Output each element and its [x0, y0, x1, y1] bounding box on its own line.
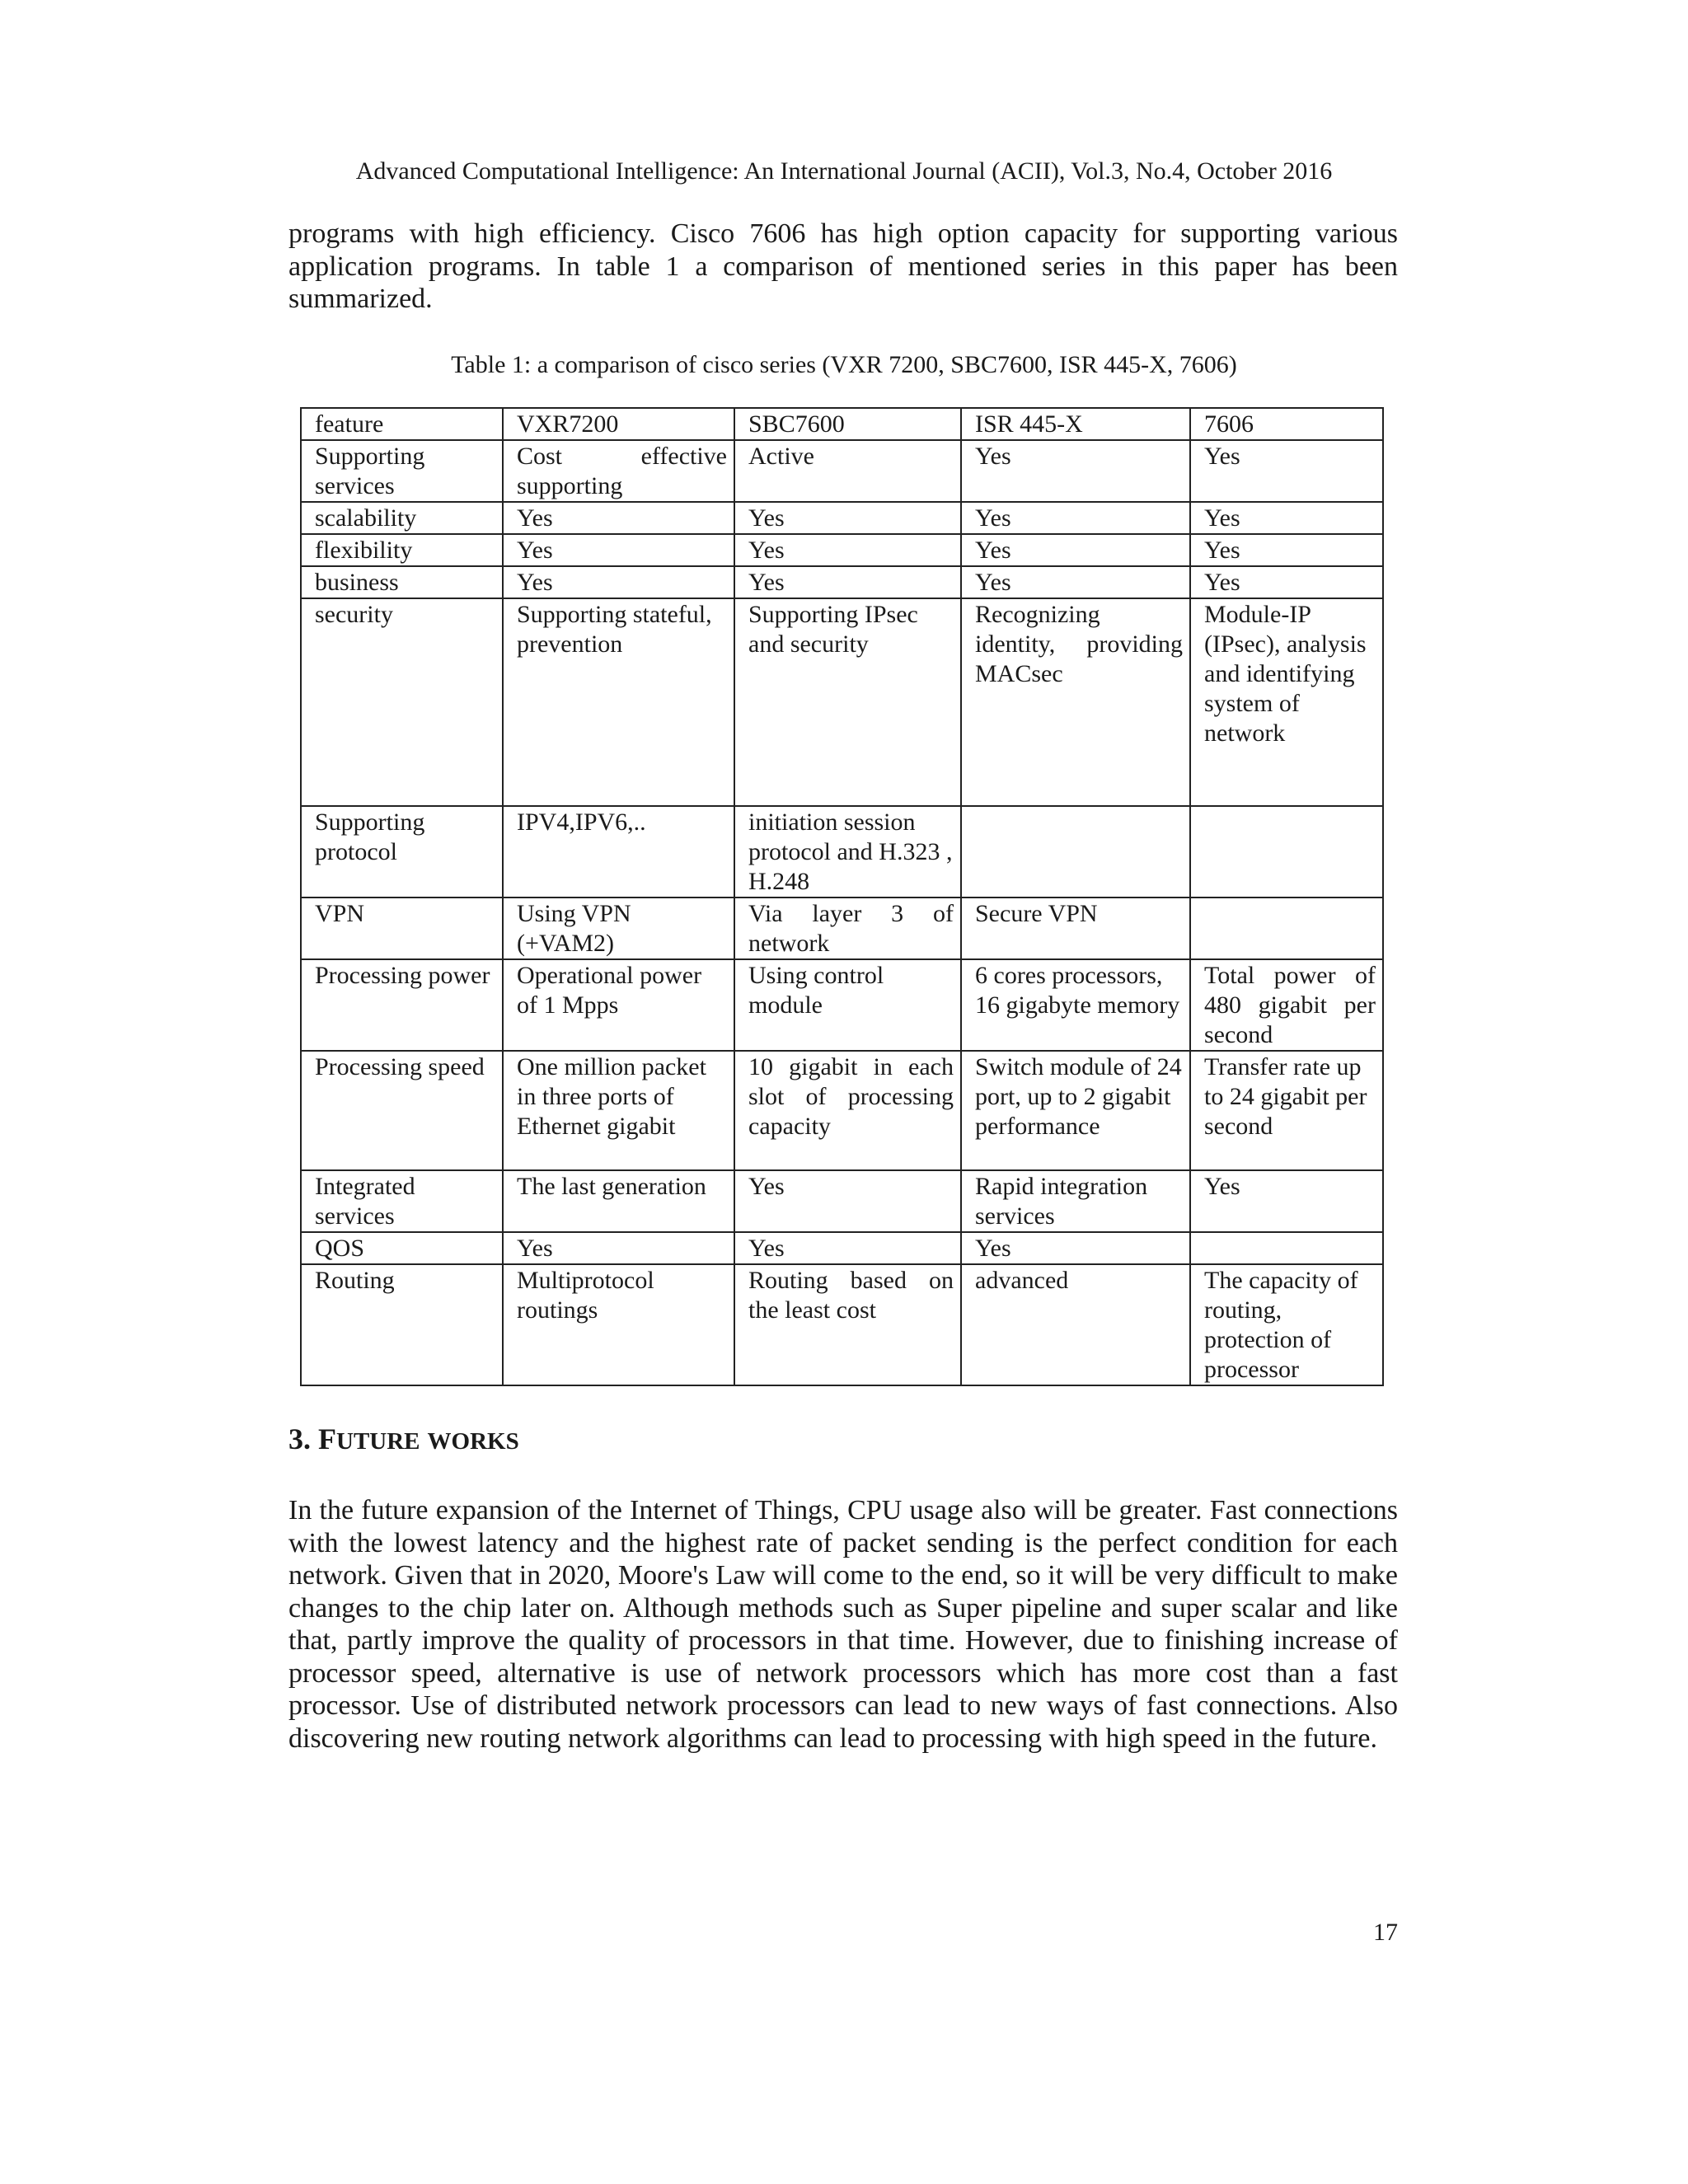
table-cell: Yes: [1190, 440, 1383, 502]
header-cell: ISR 445-X: [961, 408, 1190, 440]
table-cell: Yes: [734, 566, 961, 598]
table-cell: Supporting services: [301, 440, 503, 502]
table-cell: Processing power: [301, 959, 503, 1051]
table-cell: Routing based on the least cost: [734, 1264, 961, 1385]
future-works-paragraph: In the future expansion of the Internet of Things, CPU usage also will be greater. Fast connections with the lowest latency and the highest rate of packet sending is the perfect condition for each network. Given that in 2020, Moore's Law will come to the end, so it will be very difficult to make changes to the chip later on. Although methods such as Super pipeline and super scalar and like that, partly improve the quality of processors in that time. However, due to finishing increase of processor speed, alternative is use of network processors which has more cost than a fast processor. Use of distributed network processors can lead to new ways of fast connections. Also discovering new routing network algorithms can lead to processing with high speed in the future.: [288, 1495, 1398, 1754]
table-cell: 6 cores processors, 16 gigabyte memory: [961, 959, 1190, 1051]
header-cell: feature: [301, 408, 503, 440]
table-cell: Active: [734, 440, 961, 502]
table-cell: Via layer 3 of network: [734, 898, 961, 959]
table-cell: security: [301, 598, 503, 806]
table-cell: Processing speed: [301, 1051, 503, 1170]
comparison-table: [300, 407, 1384, 1386]
table-cell: Supporting protocol: [301, 806, 503, 898]
table-cell: Yes: [734, 502, 961, 534]
table-cell: Transfer rate up to 24 gigabit per second: [1190, 1051, 1383, 1170]
table-row: [301, 806, 1383, 898]
header-cell: VXR7200: [503, 408, 734, 440]
table-cell: Yes: [961, 1232, 1190, 1264]
table-cell: business: [301, 566, 503, 598]
table-cell: Operational power of 1 Mpps: [503, 959, 734, 1051]
section-title-part: WORKS: [427, 1428, 519, 1455]
table-cell: Yes: [503, 534, 734, 566]
header-cell: SBC7600: [734, 408, 961, 440]
table-cell: Yes: [734, 1232, 961, 1264]
table-cell: 10 gigabit in each slot of processing capacity: [734, 1051, 961, 1170]
table-cell: Secure VPN: [961, 898, 1190, 959]
table-header-row: [301, 408, 1383, 440]
table-cell: Switch module of 24 port, up to 2 gigabit performance: [961, 1051, 1190, 1170]
table-cell: IPV4,IPV6,..: [503, 806, 734, 898]
table-cell: VPN: [301, 898, 503, 959]
table-cell: [1190, 898, 1383, 959]
section-heading: [288, 1421, 519, 1460]
table-cell: Module-IP (IPsec), analysis and identifying system of network: [1190, 598, 1383, 806]
table-cell: [1190, 1232, 1383, 1264]
table-cell: Yes: [1190, 502, 1383, 534]
table-row: [301, 959, 1383, 1051]
table-row: [301, 566, 1383, 598]
section-number: 3.: [288, 1422, 311, 1455]
table-cell: [961, 806, 1190, 898]
table-cell: Yes: [503, 1232, 734, 1264]
table-cell: QOS: [301, 1232, 503, 1264]
table-row: [301, 1232, 1383, 1264]
table-cell: One million packet in three ports of Ethernet gigabit: [503, 1051, 734, 1170]
table-cell: Multiprotocol routings: [503, 1264, 734, 1385]
table-row: [301, 1264, 1383, 1385]
table-cell: Cost effective supporting: [503, 440, 734, 502]
journal-header: Advanced Computational Intelligence: An International Journal (ACII), Vol.3, No.4, October 2016: [355, 157, 1333, 185]
section-title-initial: F: [318, 1422, 336, 1455]
table-cell: Rapid integration services: [961, 1170, 1190, 1232]
table-cell: Yes: [961, 502, 1190, 534]
table-cell: Yes: [961, 534, 1190, 566]
table-cell: Routing: [301, 1264, 503, 1385]
table-cell: flexibility: [301, 534, 503, 566]
table-cell: Yes: [1190, 534, 1383, 566]
table-cell: Yes: [503, 566, 734, 598]
intro-paragraph: programs with high efficiency. Cisco 7606 has high option capacity for supporting various application programs. In table 1 a comparison of mentioned series in this paper has been summarized.: [288, 218, 1398, 314]
table-cell: Recognizing identity, providing MACsec: [961, 598, 1190, 806]
table-cell: Yes: [961, 566, 1190, 598]
table-row: [301, 440, 1383, 502]
table-cell: Yes: [961, 440, 1190, 502]
header-cell: 7606: [1190, 408, 1383, 440]
table-cell: Yes: [1190, 1170, 1383, 1232]
table-cell: scalability: [301, 502, 503, 534]
table-row: [301, 598, 1383, 806]
table-row: [301, 534, 1383, 566]
table-cell: Yes: [1190, 566, 1383, 598]
table-cell: [1190, 806, 1383, 898]
table-row: [301, 1170, 1383, 1232]
section-title-part: UTURE: [336, 1428, 420, 1455]
table-cell: The last generation: [503, 1170, 734, 1232]
table-cell: initiation session protocol and H.323 , H.248: [734, 806, 961, 898]
table-cell: Supporting IPsec and security: [734, 598, 961, 806]
table-cell: Yes: [734, 534, 961, 566]
table-cell: Total power of 480 gigabit per second: [1190, 959, 1383, 1051]
table-caption: Table 1: a comparison of cisco series (VXR 7200, SBC7600, ISR 445-X, 7606): [451, 351, 1237, 378]
table-cell: Supporting stateful, prevention: [503, 598, 734, 806]
table-cell: Integrated services: [301, 1170, 503, 1232]
table-row: [301, 1051, 1383, 1170]
table-cell: The capacity of routing, protection of processor: [1190, 1264, 1383, 1385]
table-row: [301, 502, 1383, 534]
table-cell: Using control module: [734, 959, 961, 1051]
table-cell: Yes: [734, 1170, 961, 1232]
table-cell: Yes: [503, 502, 734, 534]
table-cell: Using VPN (+VAM2): [503, 898, 734, 959]
page-number: 17: [1373, 1919, 1398, 1946]
table-row: [301, 898, 1383, 959]
table-cell: advanced: [961, 1264, 1190, 1385]
